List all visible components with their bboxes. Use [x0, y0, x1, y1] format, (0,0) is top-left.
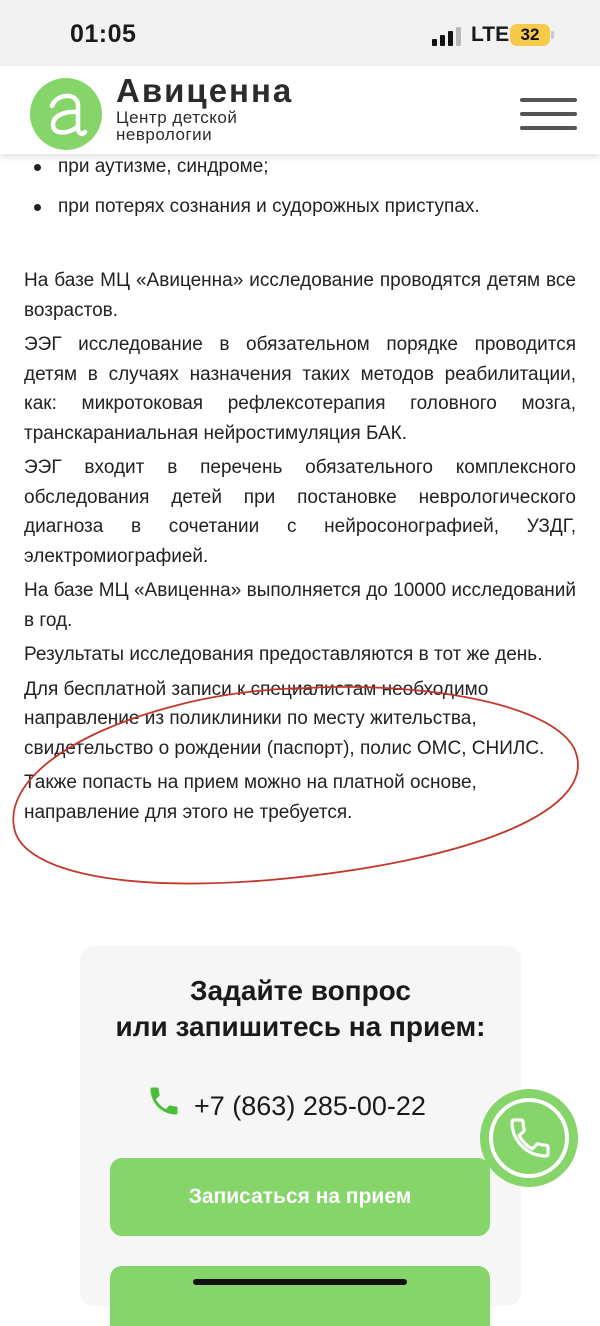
phone-icon — [146, 1083, 182, 1119]
status-time: 01:05 — [70, 20, 137, 48]
paragraph: На базе МЦ «Авиценна» выполняется до 10000 исследований в год. — [24, 580, 576, 631]
home-indicator[interactable] — [193, 1279, 407, 1285]
hamburger-menu-icon[interactable] — [520, 98, 577, 132]
card-title — [80, 973, 521, 1045]
avicenna-logo-icon[interactable] — [30, 78, 102, 150]
network-type: LTE — [471, 23, 510, 46]
paragraph: Также попасть на прием можно на платной основе, направление для этого не требуется. — [24, 772, 477, 823]
list-item: при аутизме, синдроме; — [24, 152, 576, 182]
paragraph: Результаты исследования предоставляются в тот же день. — [24, 644, 543, 665]
call-button[interactable] — [480, 1089, 578, 1187]
card-title-line1: Задайте вопрос — [189, 975, 411, 1006]
battery-tip — [551, 31, 554, 39]
brand-subtitle-line1: Центр детской — [116, 108, 238, 127]
contact-card — [80, 946, 521, 1306]
site-header — [0, 66, 600, 154]
list-item: при потерях сознания и судорожных приступах. — [24, 192, 576, 222]
paragraph-free-appointment: Для бесплатной записи к специалистам необходимо направление из поликлиники по месту жительства, свидетельство о рождении (паспорт), полис ОМС, СНИЛС. — [24, 678, 545, 759]
book-appointment-button[interactable]: Записаться на прием — [110, 1158, 490, 1236]
cellular-signal-icon — [432, 26, 464, 46]
paragraph: ЭЭГ входит в перечень обязательного комплексного обследования детей при постановке неврологического диагноза в сочетании с нейросонографией, УЗДГ, электромиографией. — [24, 457, 576, 567]
paragraph: ЭЭГ исследование в обязательном порядке проводится детям в случаях назначения таких методов реабилитации, как: микротоковая рефлексотерапия головного мозга, транскараниальная нейростимуляция БАК. — [24, 334, 576, 444]
brand-subtitle — [116, 109, 237, 143]
status-bar — [0, 0, 600, 66]
battery-icon: 32 — [510, 24, 550, 46]
brand-subtitle-line2: неврологии — [116, 125, 213, 144]
brand-name[interactable]: Авиценна — [116, 72, 294, 109]
bullet-list — [24, 152, 576, 221]
phone-number[interactable]: +7 (863) 285-00-22 — [194, 1091, 426, 1121]
article-content — [24, 152, 576, 832]
paragraph: На базе МЦ «Авиценна» исследование проводятся детям все возрастов. — [24, 270, 576, 321]
phone-handset-icon — [480, 1089, 578, 1187]
card-title-line2: или запишитесь на прием: — [115, 1011, 486, 1042]
secondary-button[interactable] — [110, 1266, 490, 1326]
